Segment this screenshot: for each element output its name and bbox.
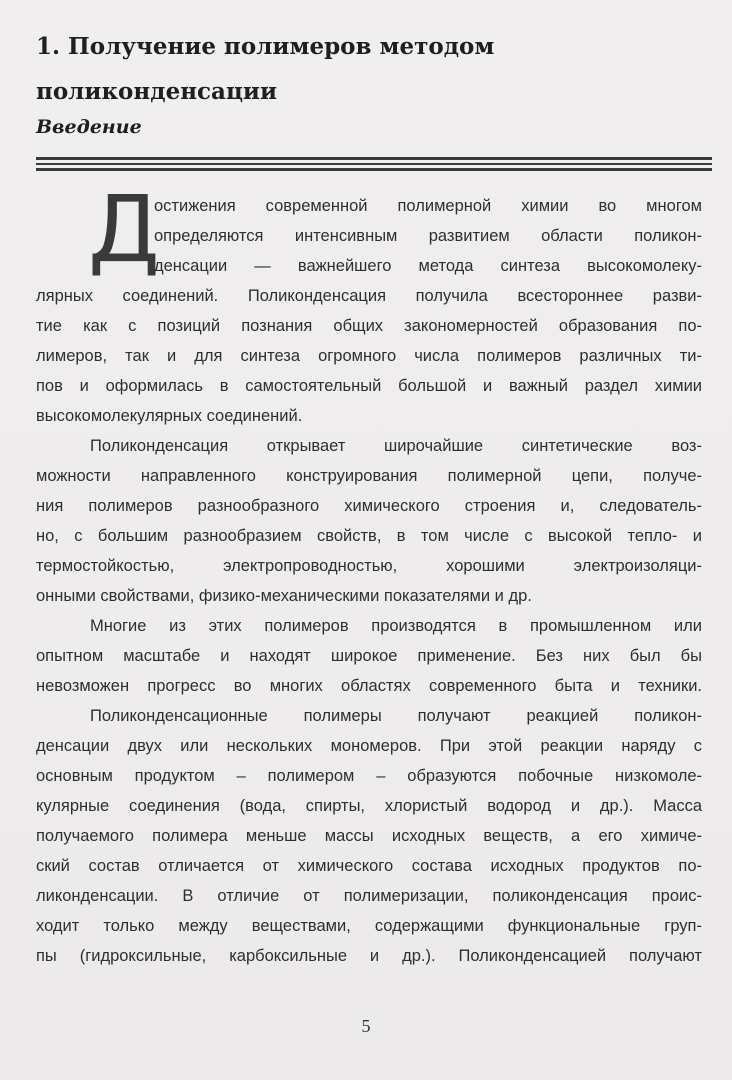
divider-rule: [36, 163, 712, 165]
text-line: основным продуктом – полимером – образуются побочные низкомоле-: [36, 767, 702, 785]
text-line: тие как с позиций познания общих закономерностей образования по-: [36, 317, 702, 335]
divider-rule: [36, 168, 712, 171]
text-line: ликонденсации. В отличие от полимеризации, поликонденсация проис-: [36, 887, 702, 905]
drop-cap: Д: [88, 176, 160, 283]
text-line: термостойкостью, электропроводностью, хорошими электроизоляци-: [36, 557, 702, 575]
text-line: остижения современной полимерной химии во многом: [154, 197, 702, 215]
text-line: невозможен прогресс во многих областях современного быта и техники.: [36, 677, 702, 695]
text-line: ния полимеров разнообразного химического строения и, следователь-: [36, 497, 702, 515]
text-line: ходит только между веществами, содержащими функциональные груп-: [36, 917, 702, 935]
text-line: Многие из этих полимеров производятся в промышленном или: [90, 617, 702, 635]
text-line: лимеров, так и для синтеза огромного числа полимеров различных ти-: [36, 347, 702, 365]
text-line: высокомолекулярных соединений.: [36, 407, 303, 425]
divider-rule: [36, 157, 712, 160]
text-line: Поликонденсация открывает широчайшие синтетические воз-: [90, 437, 702, 455]
text-line: денсации двух или нескольких мономеров. При этой реакции наряду с: [36, 737, 702, 755]
text-line: кулярные соединения (вода, спирты, хлористый водород и др.). Масса: [36, 797, 702, 815]
text-line: Поликонденсационные полимеры получают реакцией поликон-: [90, 707, 702, 725]
text-line: но, с большим разнообразием свойств, в том числе с высокой тепло- и: [36, 527, 702, 545]
text-line: можности направленного конструирования полимерной цепи, получе-: [36, 467, 702, 485]
page-number: 5: [361, 1016, 371, 1036]
text-line: ский состав отличается от химического состава исходных продуктов по-: [36, 857, 702, 875]
section-title: Введение: [36, 116, 142, 138]
text-line: денсации — важнейшего метода синтеза высокомолеку-: [154, 257, 702, 275]
text-line: определяются интенсивным развитием области поликон-: [154, 227, 702, 245]
text-line: пов и оформилась в самостоятельный большой и важный раздел химии: [36, 377, 702, 395]
text-line: получаемого полимера меньше массы исходных веществ, а его химиче-: [36, 827, 702, 845]
text-line: лярных соединений. Поликонденсация получила всестороннее разви-: [36, 287, 702, 305]
text-line: онными свойствами, физико-механическими показателями и др.: [36, 587, 532, 605]
text-line: опытном масштабе и находят широкое применение. Без них был бы: [36, 647, 702, 665]
text-line: пы (гидроксильные, карбоксильные и др.). Поликонденсацией получают: [36, 947, 702, 965]
chapter-title: 1. Получение полимеров методом поликонденсации: [36, 33, 495, 105]
